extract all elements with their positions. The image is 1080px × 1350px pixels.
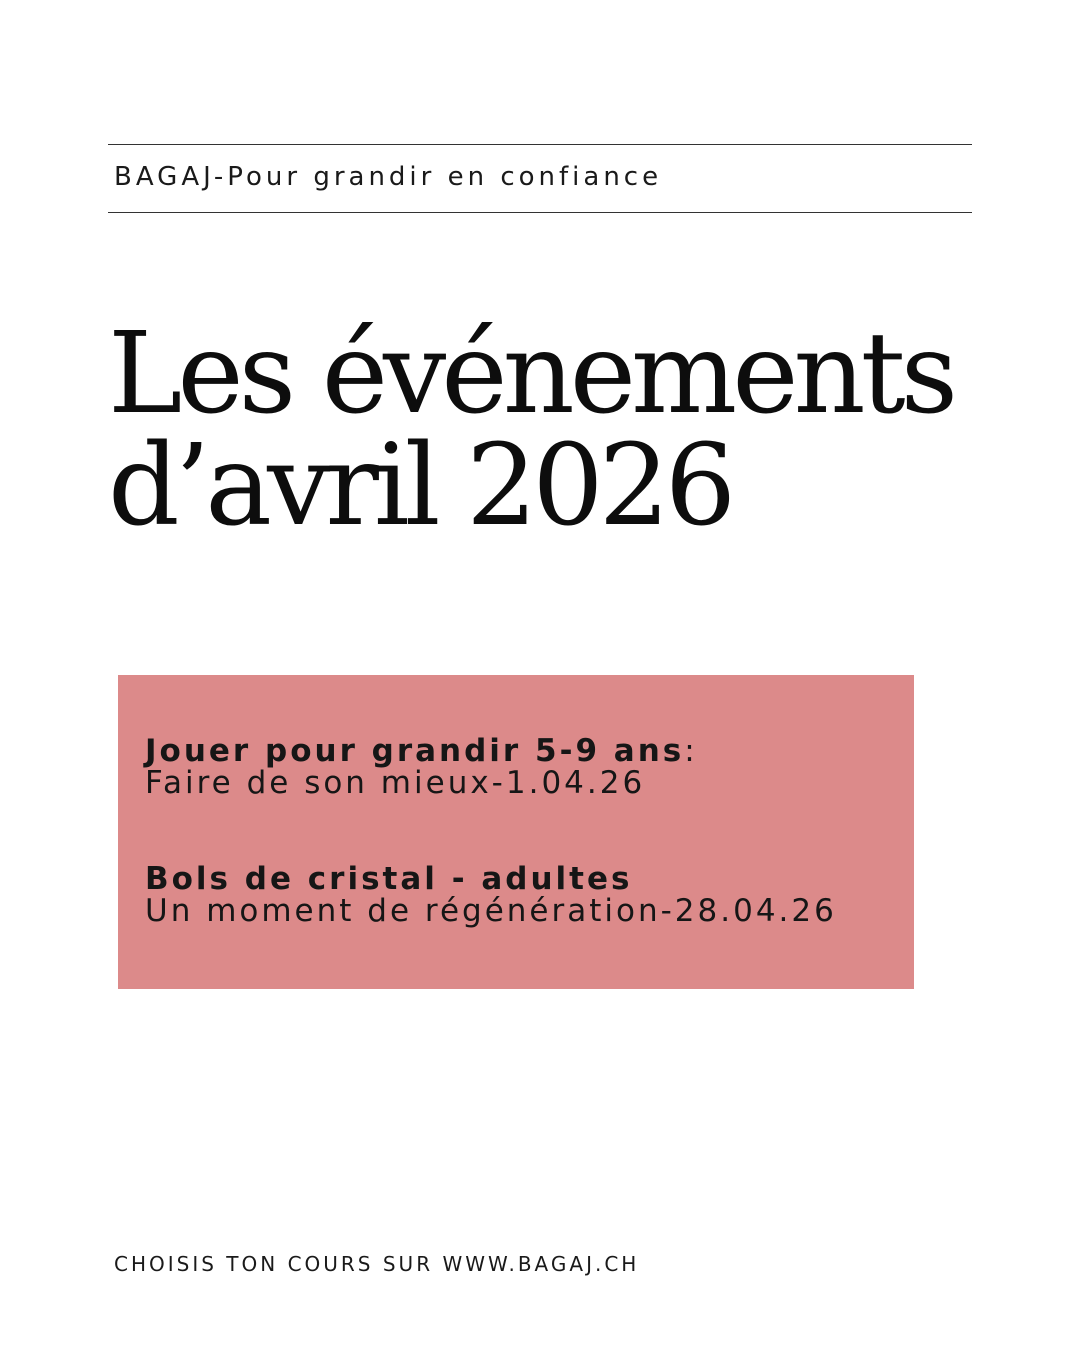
title-line-1: Les événements xyxy=(108,309,954,439)
event-title-text: Bols de cristal - adultes xyxy=(145,861,633,897)
page-title xyxy=(108,309,954,551)
title-line-2: d’avril 2026 xyxy=(108,421,732,551)
brand-tagline: BAGAJ-Pour grandir en confiance xyxy=(114,162,663,192)
event-item xyxy=(145,863,837,927)
events-panel xyxy=(118,675,914,989)
event-subtitle: Faire de son mieux-1.04.26 xyxy=(145,765,646,801)
event-title-text: Jouer pour grandir 5-9 ans xyxy=(145,733,685,769)
event-subtitle: Un moment de régénération-28.04.26 xyxy=(145,893,837,929)
top-divider xyxy=(108,144,972,145)
event-title xyxy=(145,863,837,895)
bottom-divider xyxy=(108,212,972,213)
footer-cta: CHOISIS TON COURS SUR WWW.BAGAJ.CH xyxy=(114,1252,640,1276)
event-item xyxy=(145,735,698,799)
event-title-colon: : xyxy=(684,733,698,769)
event-title xyxy=(145,735,698,767)
